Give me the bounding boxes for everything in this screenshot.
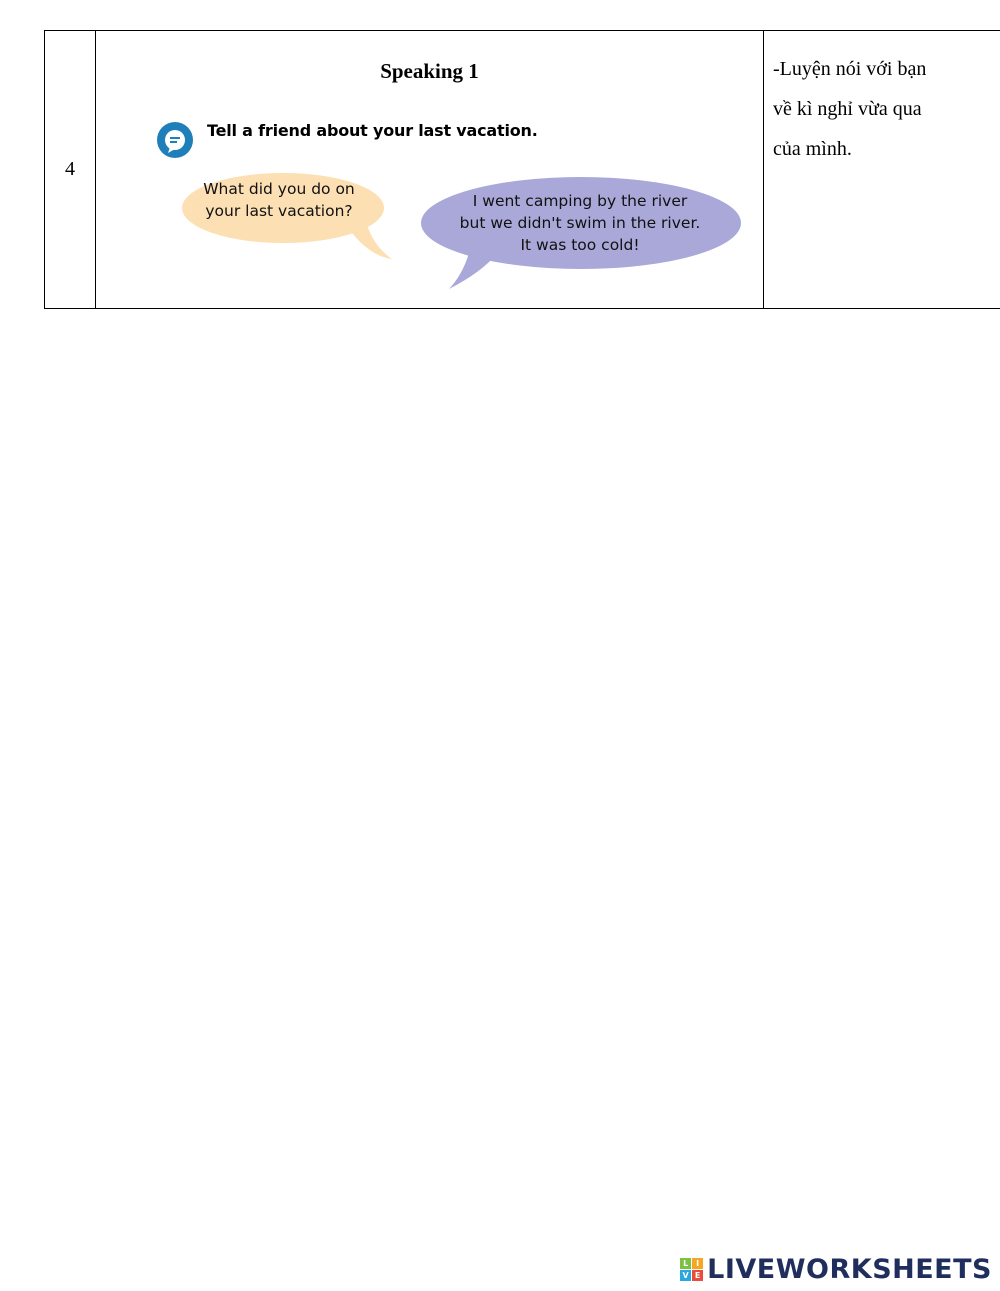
- liveworksheets-logo: [680, 1254, 992, 1285]
- answer-line: but we didn't swim in the river.: [459, 214, 701, 232]
- answer-line: It was too cold!: [520, 236, 640, 254]
- speech-bubble-icon: [157, 122, 193, 158]
- table-row: [45, 31, 1000, 309]
- notes-cell: [764, 31, 1000, 309]
- logo-letter: E: [692, 1270, 703, 1281]
- row-number: 4: [45, 31, 96, 309]
- section-title: Speaking 1: [380, 59, 479, 83]
- logo-letter: L: [680, 1258, 691, 1269]
- speaking-prompt: Tell a friend about your last vacation.: [207, 121, 538, 140]
- notes-line: -Luyện nói với bạn: [773, 58, 927, 80]
- answer-line: I went camping by the river: [472, 192, 688, 210]
- content-cell: [96, 31, 764, 309]
- notes-line: của mình.: [773, 138, 852, 160]
- answer-text: [422, 190, 738, 256]
- notes-line: về kì nghỉ vừa qua: [773, 98, 922, 120]
- question-text: [184, 178, 374, 222]
- logo-mark: [680, 1258, 703, 1281]
- brand-name: LIVEWORKSHEETS: [707, 1254, 992, 1285]
- logo-letter: I: [692, 1258, 703, 1269]
- question-line: What did you do on: [203, 180, 355, 198]
- speaking-panel: [154, 111, 744, 291]
- question-line: your last vacation?: [205, 202, 353, 220]
- lesson-table: [44, 30, 1000, 309]
- logo-letter: V: [680, 1270, 691, 1281]
